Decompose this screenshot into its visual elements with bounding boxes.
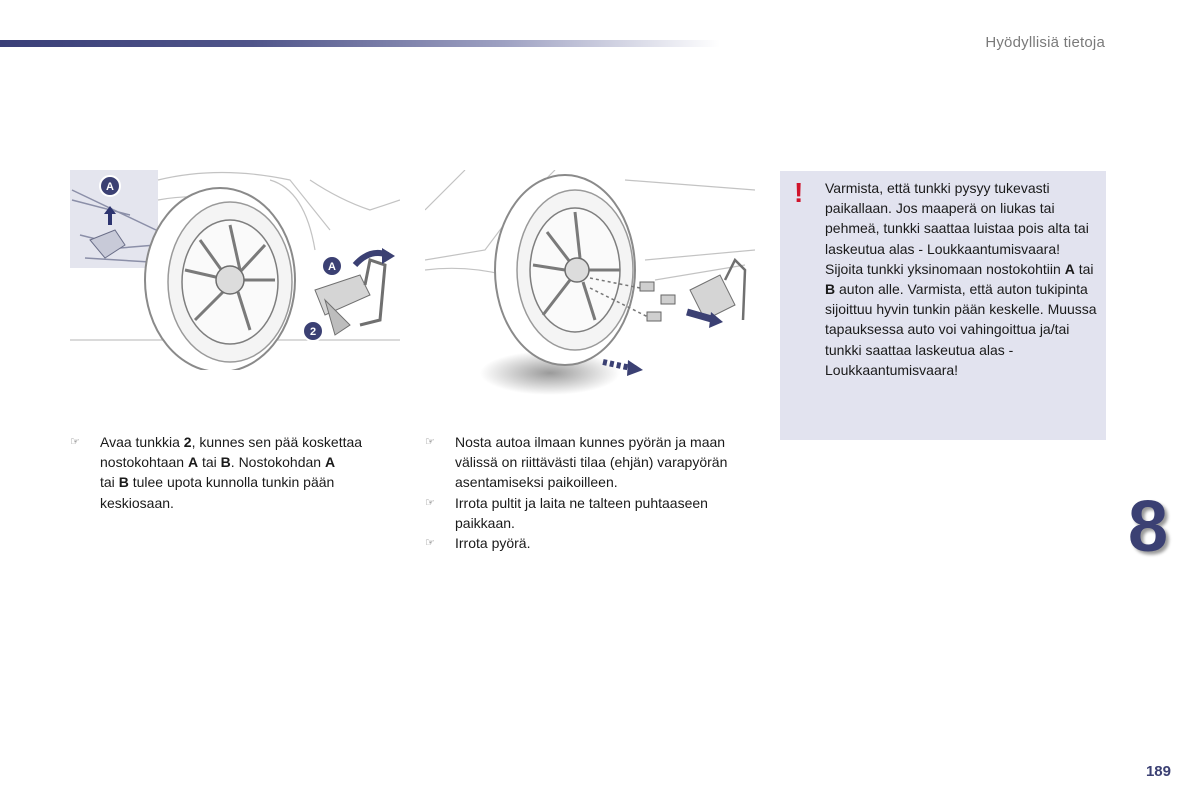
- instructions-column-1: [70, 432, 400, 513]
- wheel: [145, 188, 295, 370]
- callout-2: [303, 321, 323, 341]
- pointing-hand-icon: ☞: [70, 436, 80, 448]
- callout-a-inset: [100, 176, 120, 196]
- jack-placement-figure: [70, 170, 400, 370]
- list-item: ☞ Avaa tunkkia 2, kunnes sen pää koskettaa nostokohtaan A tai B. Nostokohdan A tai B tulee upota kunnolla tunkin pään keskiosaan.: [70, 434, 363, 511]
- pointing-hand-icon: ☞: [425, 537, 435, 550]
- svg-text:A: A: [106, 181, 114, 193]
- chapter-number: 8: [1128, 487, 1169, 567]
- svg-text:A: A: [328, 261, 336, 273]
- warning-exclamation-icon: !: [794, 177, 804, 208]
- warning-paragraph-1: Varmista, että tunkki pysyy tukevasti paikallaan. Jos maaperä on liukas tai pehmeä, tunkki saattaa luistaa pois alta tai laskeutua alas - Loukkaantumisvaara!: [825, 180, 1089, 257]
- wheel-removal-figure: [425, 170, 755, 400]
- section-title: Hyödyllisiä tietoja: [985, 34, 1105, 51]
- svg-text:2: 2: [309, 326, 317, 338]
- list-item: ☞ Nosta autoa ilmaan kunnes pyörän ja maan välissä on riittävästi tilaa (ehjän) varapyörän asentamiseksi paikoilleen.: [425, 434, 728, 491]
- page-number: 189: [1145, 763, 1171, 780]
- instructions-column-2: [425, 432, 755, 553]
- callout-a: [322, 256, 342, 276]
- pointing-hand-icon: ☞: [425, 436, 435, 448]
- warning-text: [825, 178, 1100, 380]
- wheel: [495, 175, 635, 365]
- warning-paragraph-2: Sijoita tunkki yksinomaan nostokohtiin A tai B auton alle. Varmista, että auton tukipinta sijoittuu hyvin tunkin pään keskelle. Muussa tapauksessa auto voi vahingoittua ja/tai tunkki saattaa laskeutua alas - Loukkaantumisvaara!: [825, 260, 1097, 378]
- list-item: ☞ Irrota pyörä.: [425, 533, 755, 553]
- wheel-removal-illustration: [425, 170, 755, 400]
- warning-box: [780, 171, 1106, 440]
- pointing-hand-icon: ☞: [425, 496, 435, 509]
- header-gradient-bar: [0, 40, 720, 47]
- jack-placement-illustration: [70, 170, 400, 370]
- list-item: ☞ Irrota pultit ja laita ne talteen puhtaaseen paikkaan.: [425, 494, 708, 531]
